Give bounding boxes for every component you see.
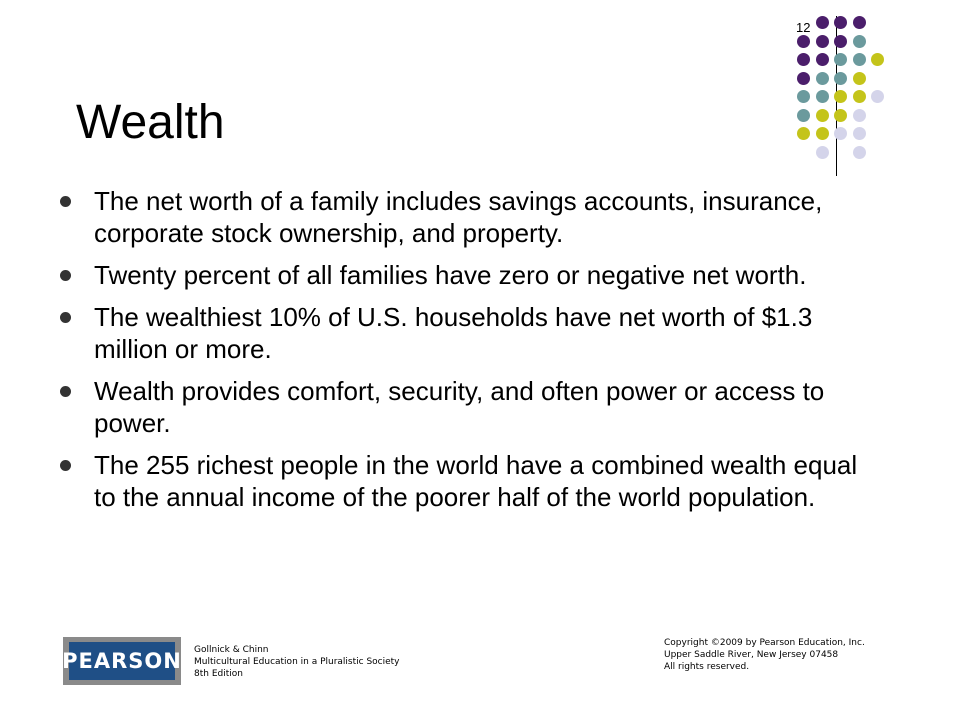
bullet-text: Wealth provides comfort, security, and often power or access to power. xyxy=(94,376,825,438)
decorative-dot-icon xyxy=(797,53,810,66)
decorative-dot-icon xyxy=(797,72,810,85)
bullet-item xyxy=(58,449,878,513)
bullet-point-icon xyxy=(60,386,71,397)
pearson-logo xyxy=(63,637,181,685)
decorative-dot-icon xyxy=(853,90,866,103)
bullet-point-icon xyxy=(60,460,71,471)
copyright-rights: All rights reserved. xyxy=(664,662,750,672)
decorative-dot-icon xyxy=(816,109,829,122)
slide-title: Wealth xyxy=(76,96,225,149)
decorative-dot-icon xyxy=(797,109,810,122)
decorative-dot-icon xyxy=(871,90,884,103)
bullet-text: The 255 richest people in the world have a combined wealth equal to the annual income of the poorer half of the world population. xyxy=(94,450,858,512)
copyright-line: Copyright ©2009 by Pearson Education, Inc. xyxy=(664,638,865,648)
pearson-logo-text: PEARSON xyxy=(69,642,175,680)
decorative-dot-icon xyxy=(853,146,866,159)
decorative-dot-icon xyxy=(853,109,866,122)
decorative-dot-icon xyxy=(816,72,829,85)
bullet-text: Twenty percent of all families have zero or negative net worth. xyxy=(94,260,807,290)
bullet-item xyxy=(58,259,878,291)
decorative-dot-icon xyxy=(816,90,829,103)
decorative-dot-icon xyxy=(871,53,884,66)
decorative-dot-icon xyxy=(816,53,829,66)
slide-number: 12 xyxy=(796,20,811,35)
footer-authors: Gollnick & Chinn xyxy=(194,645,269,655)
decorative-dot-grid xyxy=(0,0,960,180)
decorative-dot-icon xyxy=(816,146,829,159)
copyright-address: Upper Saddle River, New Jersey 07458 xyxy=(664,650,839,660)
decorative-dot-icon xyxy=(816,35,829,48)
bullet-text: The wealthiest 10% of U.S. households have net worth of $1.3 million or more. xyxy=(94,302,813,364)
bullet-item xyxy=(58,375,878,439)
footer-book-info xyxy=(194,644,400,680)
decorative-dot-icon xyxy=(797,127,810,140)
footer-edition: 8th Edition xyxy=(194,669,243,679)
decorative-dot-icon xyxy=(797,90,810,103)
bullet-list xyxy=(58,185,878,523)
decorative-dot-icon xyxy=(816,127,829,140)
decorative-dot-icon xyxy=(797,35,810,48)
bullet-point-icon xyxy=(60,270,71,281)
decorative-dot-icon xyxy=(853,53,866,66)
decorative-dot-icon xyxy=(853,16,866,29)
bullet-text: The net worth of a family includes savings accounts, insurance, corporate stock ownership, and property. xyxy=(94,186,823,248)
decorative-dot-icon xyxy=(853,127,866,140)
decorative-dot-icon xyxy=(853,35,866,48)
decorative-dot-icon xyxy=(853,72,866,85)
bullet-item xyxy=(58,301,878,365)
footer-copyright xyxy=(664,637,865,673)
bullet-item xyxy=(58,185,878,249)
bullet-point-icon xyxy=(60,312,71,323)
decorative-dot-icon xyxy=(816,16,829,29)
footer-book-title: Multicultural Education in a Pluralistic Society xyxy=(194,657,400,667)
bullet-point-icon xyxy=(60,196,71,207)
vertical-divider xyxy=(836,16,837,176)
